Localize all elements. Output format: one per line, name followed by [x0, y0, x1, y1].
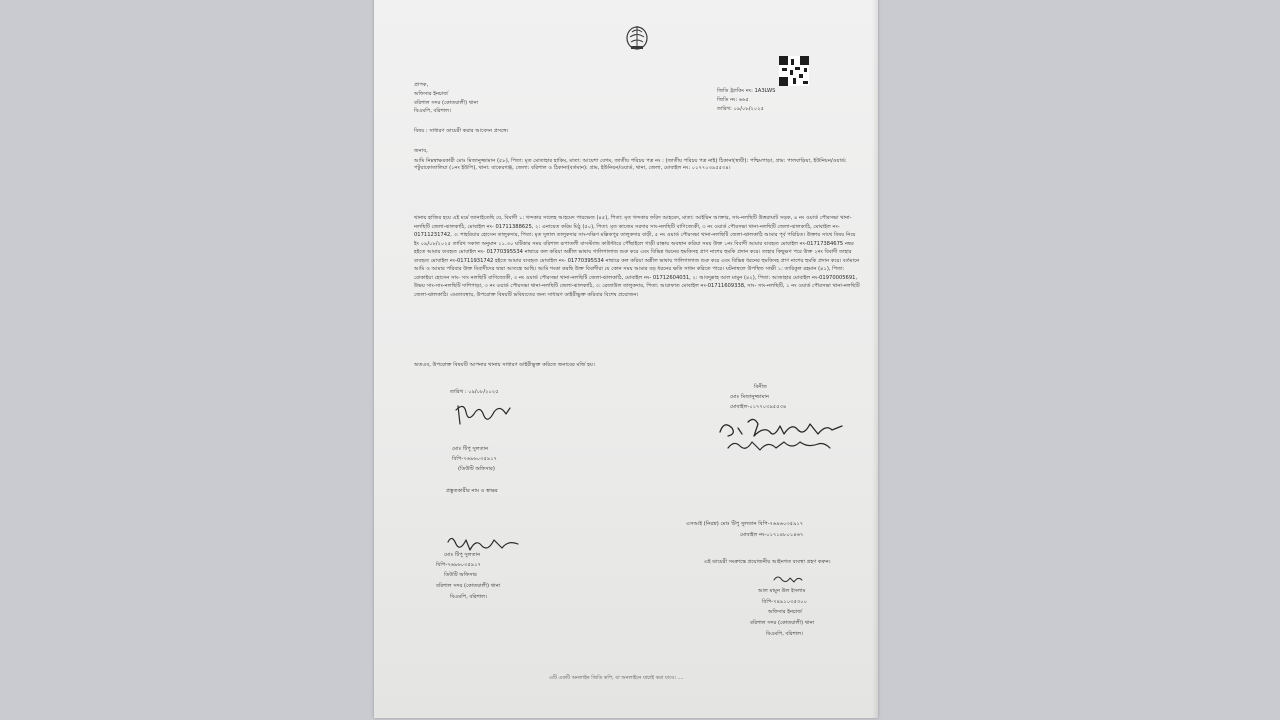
assigned-officer-line: এসআই (নিরস্ত্র) মোঃ টিপু সুলতান বিপি-৭৬৯৬০৩৫৯১৭ [686, 521, 804, 527]
oc-instruction: এই ডায়েরী সংক্রান্তে প্রয়োজনীয় আইনগত ব্যবস্থা গ্রহণ করুন। [704, 559, 831, 565]
subject-line: বিষয় : সাধারণ ডায়েরী করার আবেদন প্রসঙ্গে। [414, 128, 509, 134]
preparer-bp: বিপি-৭৬৯৬০৩৫৯১৭ [452, 456, 497, 462]
preparer-caption: প্রস্তুতকারীর নাম ও স্বাক্ষর [446, 488, 498, 494]
oc-bp: বিপি-৭৪৯১০৩৫৩০০ [762, 599, 807, 605]
duty-officer-station: বরিশাল সদর (কোতয়ালী) থানা [436, 583, 501, 589]
addressee-line1: প্রাপক, [414, 82, 429, 88]
footer-note: এটি একটি অনলাইন জিডি কপি, যা অনলাইনে যাচাই করা যাবে। .... [549, 675, 684, 681]
intro-paragraph: আমি নিম্নস্বাক্ষরকারী মোঃ মিজানুজ্জামান (৫৮), পিতা: মৃত মোতাহার হাকিম, মাতা: আয়েশা বেগম, জাতীয় পরিচয় পত্র নং : (জাতীয় পরিচয় পত্র নাই) ঠিকানা(স্থায়ী): পশ্চিমপাড়া, গ্রাম: পালবাড়িয়া, ইউনিয়ন/ওয়ার্ড: পটুয়াকোতালিয়া (১নং ইউপি), থানা: বাকেরগঞ্জ, জেলা: বরিশাল ও ঠিকানা(বর্তমান): গ্রাম, ইউনিয়ন/ওয়ার্ড, থানা, জেলা, মোবাইল নং: ০১৭৭০৩৯৫৫৩৪। [414, 158, 847, 171]
addressee-line3: বরিশাল সদর (কোতয়ালী) থানা [414, 100, 479, 106]
preparer-name: মোঃ টিপু সুলতান [452, 446, 489, 452]
oc-role: অফিসার ইনচার্জ [768, 609, 802, 615]
duty-officer-signature [444, 532, 524, 554]
gd-date: তারিখ: ০৯/০৮/২০২৫ [717, 106, 764, 112]
body-paragraph: থানায় হাজির হয়ে এই মর্মে জানাইতেছি যে, বিবাদী ১: খন্দকার সালেহ আহমেদ পারভেজ (৪৫), পিতা: মৃত খন্দকার ফরিদ আহমেদ, মাতা: আইরিন আক্তার, সাং-নলছিটি উত্তরাঘাট সড়ক, ৪ নং ওয়ার্ড পৌরসভা থানা-নলছিটি জেলা-ঝালকাঠি, মোবাইল নং- 01711388625, ২: এনায়েত করিম মিঠু (৫০), পিতা: মৃত কাজেম সরদার সাং-নলছিটি বাণিজ্যেকী, ৩ নং ওয়ার্ড পৌরসভা থানা-নলছিটি জেলা-ঝালকাঠি, মোবাইল নং- 01711231742, ৩: শাহরিয়ার হোসেন তালুকদার, পিতা: মৃত দুলাল তালুকদার সাং-দক্ষিণ মল্লিকপুর তালুকদার বাড়ী, ৫ নং ওয়ার্ড পৌরসভা থানা-নলছিটি জেলা-ঝালকাঠি আমার পূর্ব পরিচিত। উক্তার সাথে বিষয় নিয়ে ইং ০৯/০৮/২০২৫ তারিখ সকাল অনুমান ১১.৩০ ঘটিকার সময় বরিশাল রূপাতলী বাসস্ট্যান্ড কাউন্টারে পৌঁছাইলে গাড়ী রাস্তায় অবস্থান করিয়া সময় উক্ত ১নং বিবাদী আমার ব্যবহৃত মোবাইল নং-01717384675 নম্বর হইতে আমার ব্যবহৃত মোবাইল নং- 01770395534 নাম্বারে কল করিয়া অশ্লীল ভাষায় গালিগালাজ শুরু করে এবং বিভিন্ন ধরনের হুমকিসহ প্রাণ নাশের হুমকি প্রদান করে। তাহার কিছুক্ষণ পরে উক্ত ২নং বিবাদী তাহার ব্যবহৃত মোবাইল নং-01711931742 হইতে আমার ব্যবহৃত মোবাইল নং- 01770395534 নাম্বারে কল করিয়া অশ্লীল ভাষায় গালিগালাজ শুরু করে এবং বিভিন্ন ধরনের হুমকিসহ প্রাণ নাশের হুমকি প্রদান করে। বর্তমানে আমি ও আমার পরিবার উক্ত বিবাদীদের দ্বারা আতঙ্কে আছি। আমি শংকা করছি উক্ত বিবাদীরা যে কোন সময় আমার বড় ধরনের ক্ষতি সাধন করিতে পারে। ঘটনাস্থলে উপস্থিত সাক্ষী ১: তারিকুল রহমান (৪১), পিতা: রোকাইয়া হোসেন সাং- সাং নলছিটি বাণিজ্যেকী, ৩ নং ওয়ার্ড পৌরসভা থানা-নলছিটি জেলা-ঝালকাঠি, মোবাইল নং- 01712604031, ২: আবদুল্লাহ আল মামুন (৪২), পিতা: আজাহার মোবাইল নং-01970005691, উভয় সাং-সাং-নলছিটি দাশিপাড়া, ৩ নং ওয়ার্ড পৌরসভা থানা-নলছিটি জেলা-ঝালকাঠি, ৩: রেজাউল তালুকদার, পিতা: আরাফাত মোবাইল নং-01711609338, সাং- সাং-নলছিটি, ১ নং ওয়ার্ড পৌরসভা থানা-নলছিটি জেলা-ঝালকাঠি। এমতাবস্থায়, উপরোক্ত বিষয়টি ভবিষ্যতের জন্য সাধারণ ডাইরীভুক্ত করিবার বিশেষ প্রয়োজন। [414, 215, 860, 298]
duty-officer-name: মোঃ টিপু সুলতান [444, 552, 481, 558]
duty-officer-city: বিএমপি, বরিশাল। [450, 594, 488, 600]
qr-code-icon [779, 56, 809, 86]
closing-line: অতএব, উপরোক্ত বিষয়টি আপনার থানায় সাধারণ ডাইরীভুক্ত করিতে জনাবের মর্জি হয়। [414, 362, 595, 368]
applicant-name: মোঃ মিজানুজ্জামান [730, 394, 769, 400]
oc-signature [772, 572, 804, 584]
preparer-date: তারিখ : ০৯/০৮/২০২৫ [450, 389, 499, 395]
gd-number: জিডি নং: ৬৬৫ [717, 97, 749, 103]
salutation: জনাব, [414, 148, 428, 154]
applicant-mobile: মোবাইল-০১৭৭০৩৯৫৫৩৪ [730, 404, 787, 410]
duty-officer-role: ডিউটি অফিসার [444, 572, 477, 578]
assigned-officer-mobile: মোবাইল নং-০১৭১৪৮০১৪৬৭ [740, 532, 804, 538]
gd-tracking-number: জিডি ট্র্যাকিং নং: 1A3LWS [717, 88, 776, 94]
oc-city: বিএমপি, বরিশাল। [766, 631, 804, 637]
addressee-line4: বিএমপি, বরিশাল। [414, 108, 452, 114]
preparer-role: (ডিউটি অফিসার) [458, 466, 495, 472]
addressee-line2: অফিসার ইনচার্জ [414, 91, 448, 97]
government-emblem-icon [623, 22, 651, 52]
preparer-signature [454, 400, 514, 428]
applicant-label: বিনীত [754, 384, 767, 390]
duty-officer-bp: বিপি-৭৬৯৬০৩৫৯১৭ [436, 562, 481, 568]
applicant-signature [714, 412, 854, 454]
oc-name: আল মামুন উল ইসলাম [758, 588, 806, 594]
oc-station: বরিশাল সদর (কোতয়ালী) থানা [750, 620, 815, 626]
document-page [374, 0, 878, 718]
